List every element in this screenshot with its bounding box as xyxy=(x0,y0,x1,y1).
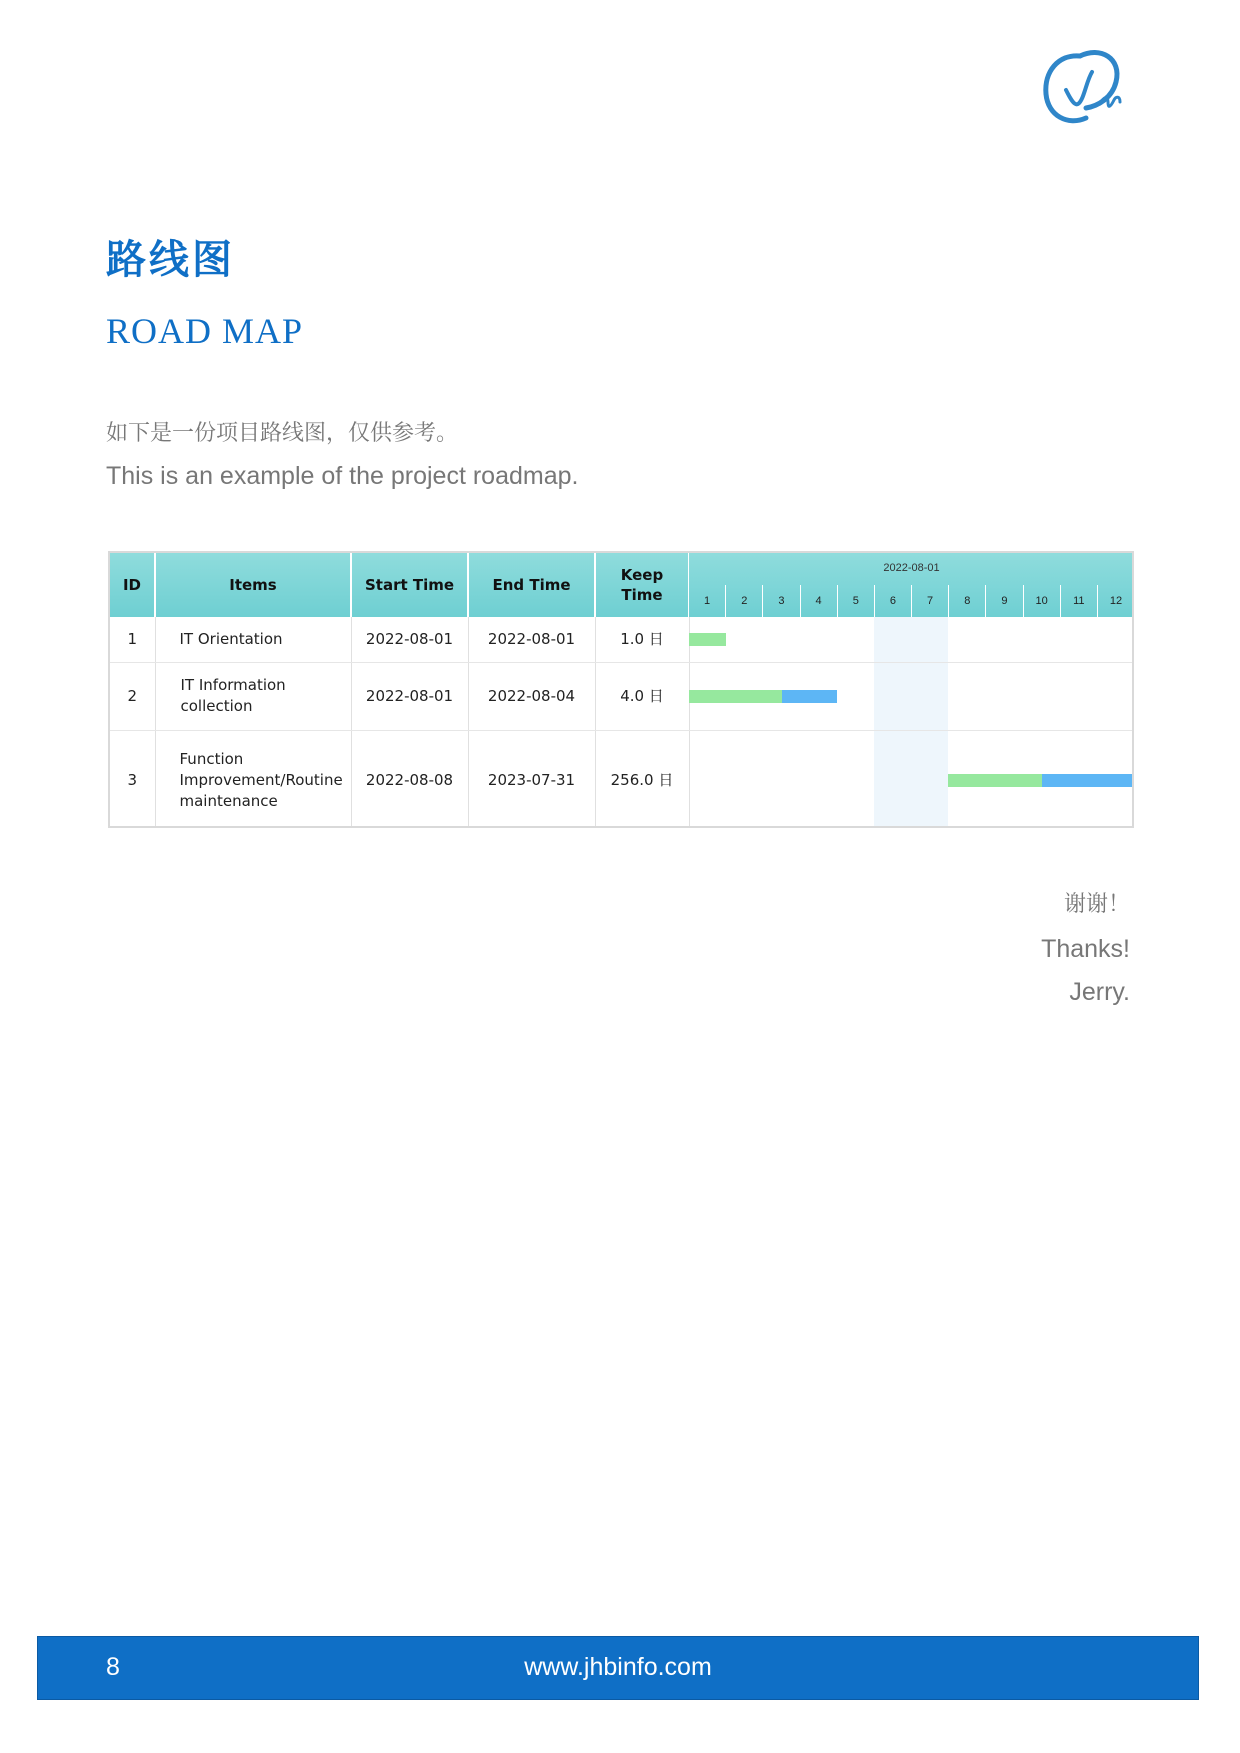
header-start-time: Start Time xyxy=(351,553,468,617)
roadmap-grid xyxy=(110,553,690,828)
row-end: 2022-08-01 xyxy=(468,617,595,662)
gantt-row-divider xyxy=(689,730,1134,731)
header-id: ID xyxy=(110,553,155,617)
row-item: IT Orientation xyxy=(155,617,351,662)
header-end-time: End Time xyxy=(468,553,595,617)
row-id: 1 xyxy=(110,617,155,662)
gantt-day: 10 xyxy=(1023,585,1060,617)
gantt-day: 12 xyxy=(1097,585,1134,617)
gantt-day: 1 xyxy=(704,595,711,607)
page-title-en: ROAD MAP xyxy=(106,311,304,351)
gantt-bar-row3-progress xyxy=(948,774,1042,787)
gantt-bar-row2-progress xyxy=(689,690,782,703)
table-row xyxy=(110,730,689,828)
page-title-cn: 路线图 xyxy=(106,237,235,283)
gantt-chart xyxy=(689,553,1134,826)
gantt-day: 6 xyxy=(874,585,911,617)
row-item: Function Improvement/Routine maintenance xyxy=(155,730,351,828)
row-start: 2022-08-01 xyxy=(351,662,468,730)
gantt-day: 5 xyxy=(837,585,874,617)
gantt-weekend-shade xyxy=(874,617,948,826)
page-footer xyxy=(37,1636,1199,1700)
signature: Jerry. xyxy=(1069,978,1130,1006)
row-keep: 1.0 日 xyxy=(595,617,689,662)
website-link[interactable]: www.jhbinfo.com xyxy=(524,1653,712,1681)
header-row xyxy=(110,553,689,617)
header-items: Items xyxy=(155,553,351,617)
gantt-day-header xyxy=(689,585,1134,617)
row-start: 2022-08-01 xyxy=(351,617,468,662)
row-id: 3 xyxy=(110,730,155,828)
header-keep-time: Keep Time xyxy=(595,553,689,617)
gantt-day: 11 xyxy=(1060,585,1097,617)
table-row xyxy=(110,662,689,730)
roadmap-table xyxy=(108,551,1134,828)
intro-text-en: This is an example of the project roadmap. xyxy=(106,462,579,490)
table-row xyxy=(110,617,689,662)
gantt-month-header: 2022-08-01 xyxy=(689,553,1134,585)
gantt-day: 7 xyxy=(911,585,948,617)
intro-text-cn: 如下是一份项目路线图，仅供参考。 xyxy=(106,421,459,446)
row-end: 2022-08-04 xyxy=(468,662,595,730)
gantt-bar-row1-progress xyxy=(689,633,726,646)
gantt-day: 8 xyxy=(948,585,985,617)
gantt-day: 2 xyxy=(725,585,762,617)
thanks-text-cn: 谢谢！ xyxy=(1063,892,1130,917)
gantt-day: 9 xyxy=(985,585,1022,617)
row-keep: 256.0 日 xyxy=(595,730,689,828)
thanks-text-en: Thanks! xyxy=(1041,935,1130,963)
gantt-day: 4 xyxy=(800,585,837,617)
gantt-day: 3 xyxy=(762,585,799,617)
row-end: 2023-07-31 xyxy=(468,730,595,828)
gantt-row-divider xyxy=(689,662,1134,663)
page-number: 8 xyxy=(106,1653,120,1681)
row-item: IT Information collection xyxy=(155,662,351,730)
row-start: 2022-08-08 xyxy=(351,730,468,828)
row-keep: 4.0 日 xyxy=(595,662,689,730)
gantt-bar-row2-remaining xyxy=(782,690,837,703)
row-id: 2 xyxy=(110,662,155,730)
jhb-logo-icon xyxy=(1040,42,1136,132)
gantt-bar-row3-remaining xyxy=(1042,774,1134,787)
